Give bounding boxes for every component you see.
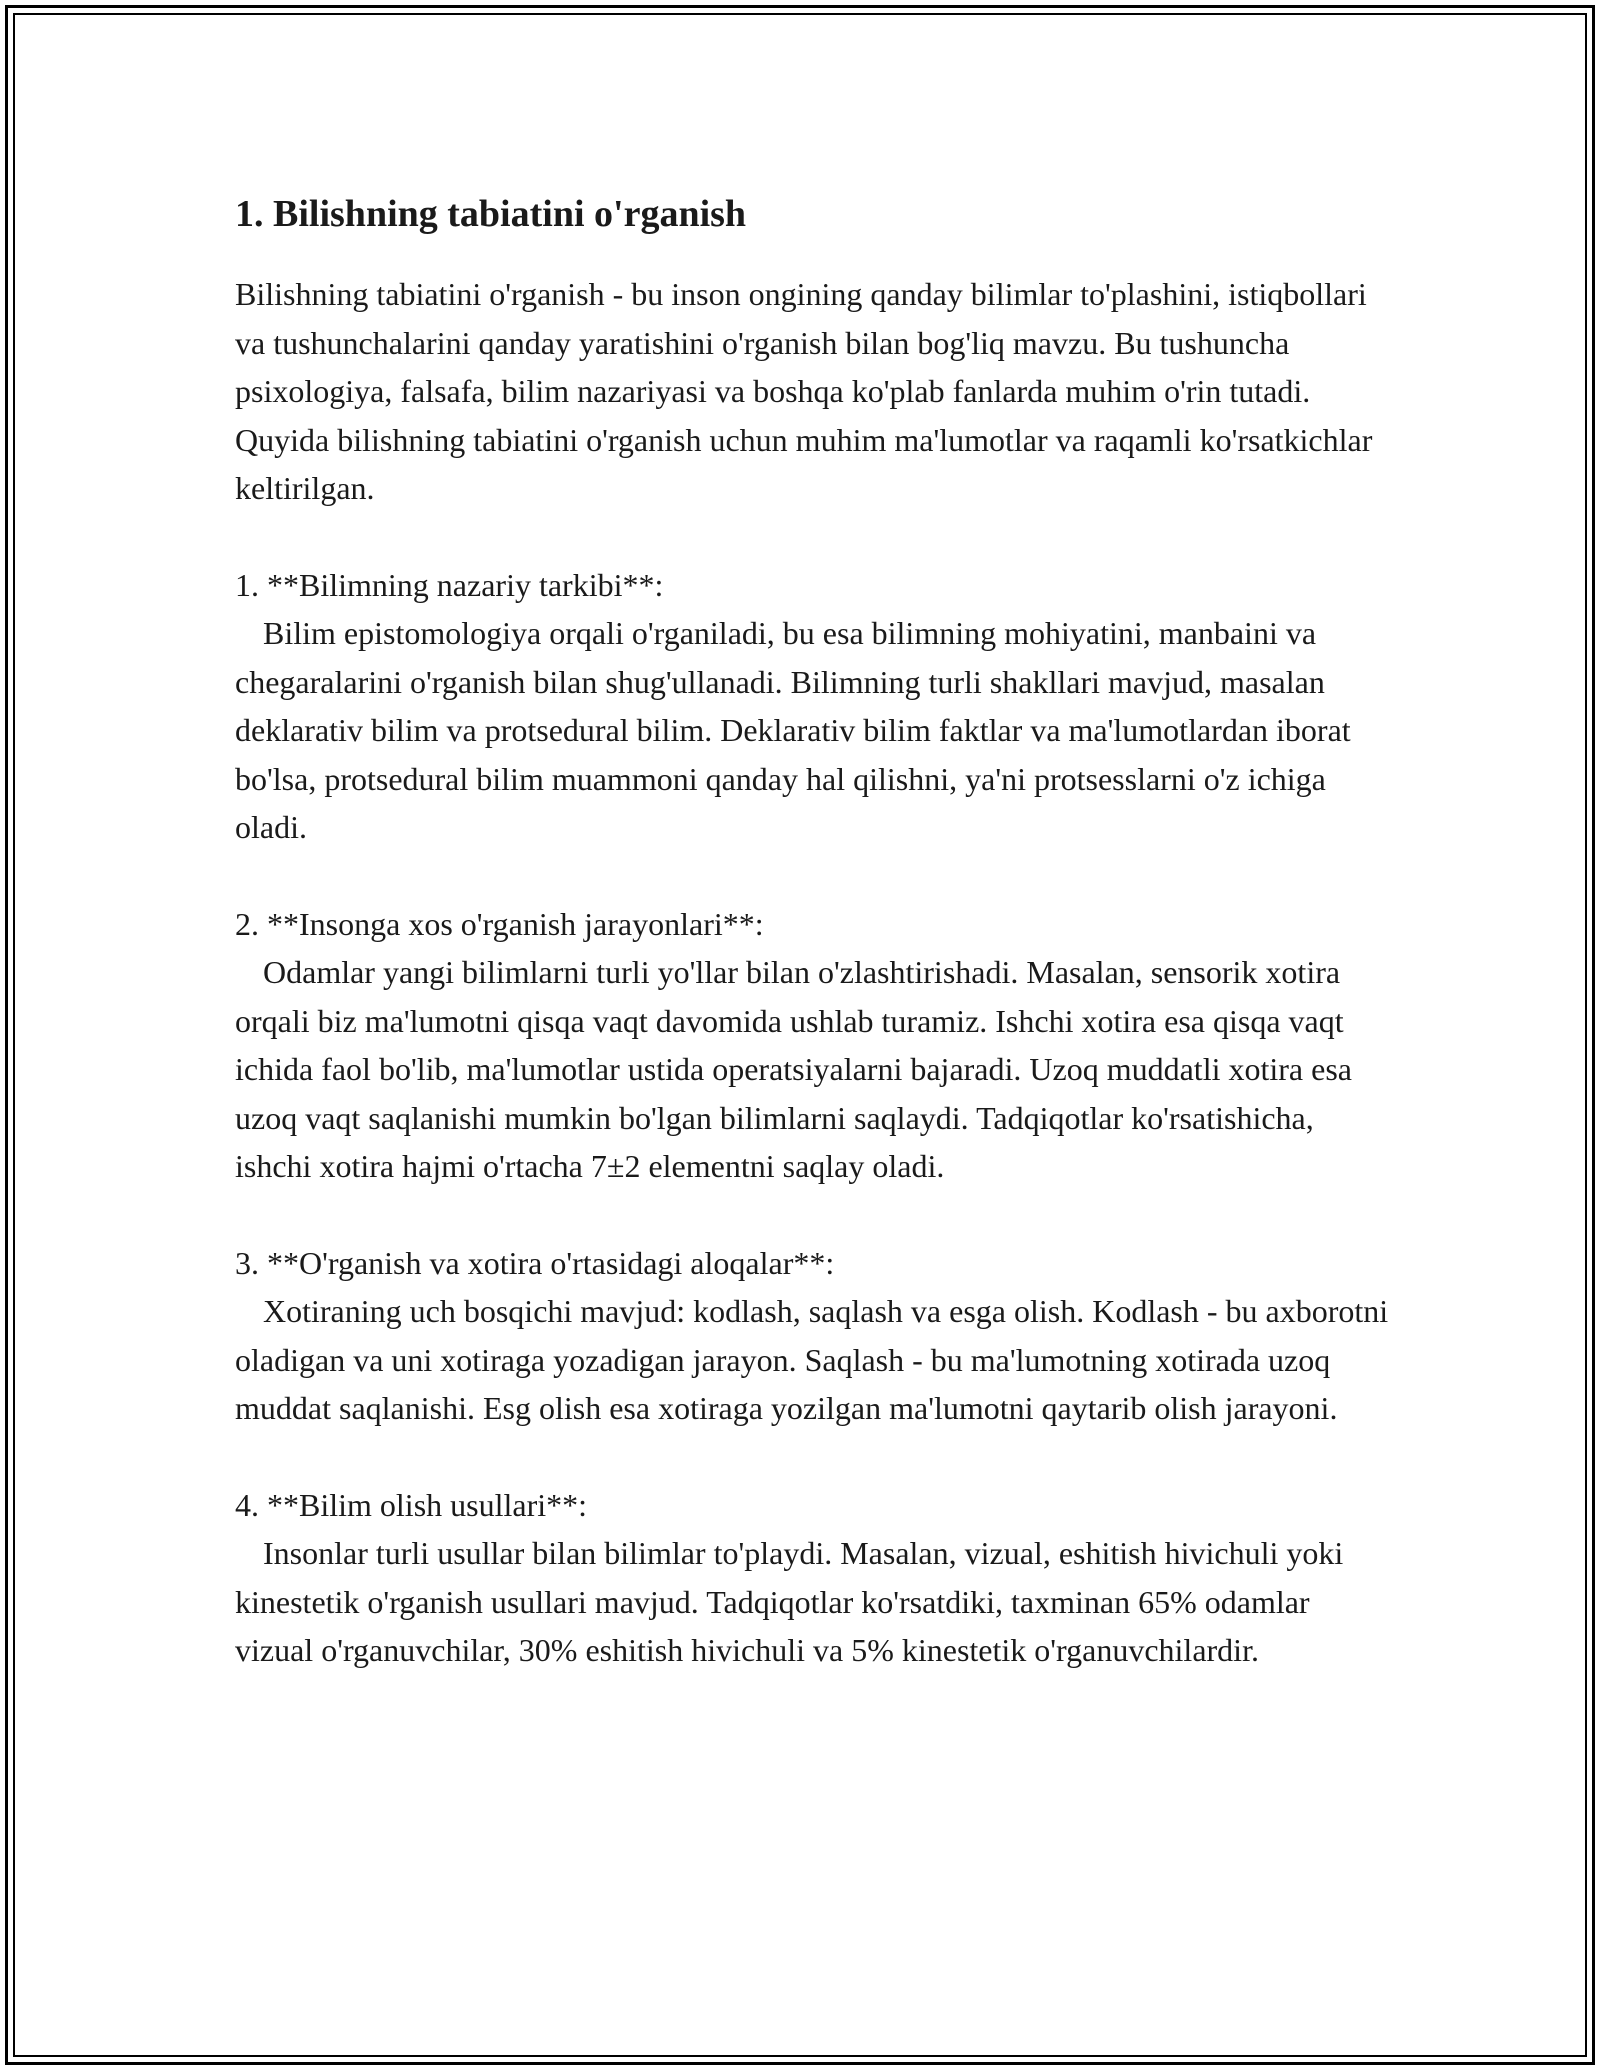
intro-paragraph: Bilishning tabiatini o'rganish - bu inson ongining qanday bilimlar to'plashini, istiqbollari va tushunchalarini qanday yaratishini o'rganish bilan bog'liq mavzu. Bu tushuncha psixologiya, falsafa, bilim nazariyasi va boshqa ko'plab fanlarda muhim o'rin tutadi. Quyida bilishning tabiatini o'rganish uchun muhim ma'lumotlar va raqamli ko'rsatkichlar keltirilgan. xyxy=(235,276,1381,506)
section-heading: 1. **Bilimning nazariy tarkibi**: xyxy=(235,566,664,603)
section-3 xyxy=(235,1239,1395,1433)
document-title: 1. Bilishning tabiatini o'rganish xyxy=(235,193,747,235)
section-2 xyxy=(235,900,1395,1191)
section-body: Xotiraning uch bosqichi mavjud: kodlash, saqlash va esga olish. Kodlash - bu axborotni oladigan va uni xotiraga yozadigan jarayon. Saqlash - bu ma'lumotning xotirada uzoq muddat saqlanishi. Esg olish esa xotiraga yozilgan ma'lumotni qaytarib olish jarayoni. xyxy=(235,1293,1397,1426)
document-body xyxy=(235,188,1395,1675)
section-body: Insonlar turli usullar bilan bilimlar to'playdi. Masalan, vizual, eshitish hivichuli yoki kinestetik o'rganish usullari mavjud. Tadqiqotlar ko'rsatdiki, taxminan 65% odamlar vizual o'rganuvchilar, 30% eshitish hivichuli va 5% kinestetik o'rganuvchilardir. xyxy=(235,1535,1352,1668)
section-heading: 3. **O'rganish va xotira o'rtasidagi aloqalar**: xyxy=(235,1244,835,1281)
section-heading: 2. **Insonga xos o'rganish jarayonlari**: xyxy=(235,905,764,942)
section-4 xyxy=(235,1481,1395,1675)
section-body: Odamlar yangi bilimlarni turli yo'llar bilan o'zlashtirishadi. Masalan, sensorik xotira orqali biz ma'lumotni qisqa vaqt davomida ushlab turamiz. Ishchi xotira esa qisqa vaqt ichida faol bo'lib, ma'lumotlar ustida operatsiyalarni bajaradi. Uzoq muddatli xotira esa uzoq vaqt saqlanishi mumkin bo'lgan bilimlarni saqlaydi. Tadqiqotlar ko'rsatishicha, ishchi xotira hajmi o'rtacha 7±2 elementni saqlay oladi. xyxy=(235,954,1360,1184)
section-heading: 4. **Bilim olish usullari**: xyxy=(235,1486,588,1523)
section-1 xyxy=(235,561,1395,852)
section-body: Bilim epistomologiya orqali o'rganiladi, bu esa bilimning mohiyatini, manbaini va chegaralarini o'rganish bilan shug'ullanadi. Bilimning turli shakllari mavjud, masalan deklarativ bilim va protsedural bilim. Deklarativ bilim faktlar va ma'lumotlardan iborat bo'lsa, protsedural bilim muammoni qanday hal qilishni, ya'ni protsesslarni o'z ichiga oladi. xyxy=(235,615,1359,845)
